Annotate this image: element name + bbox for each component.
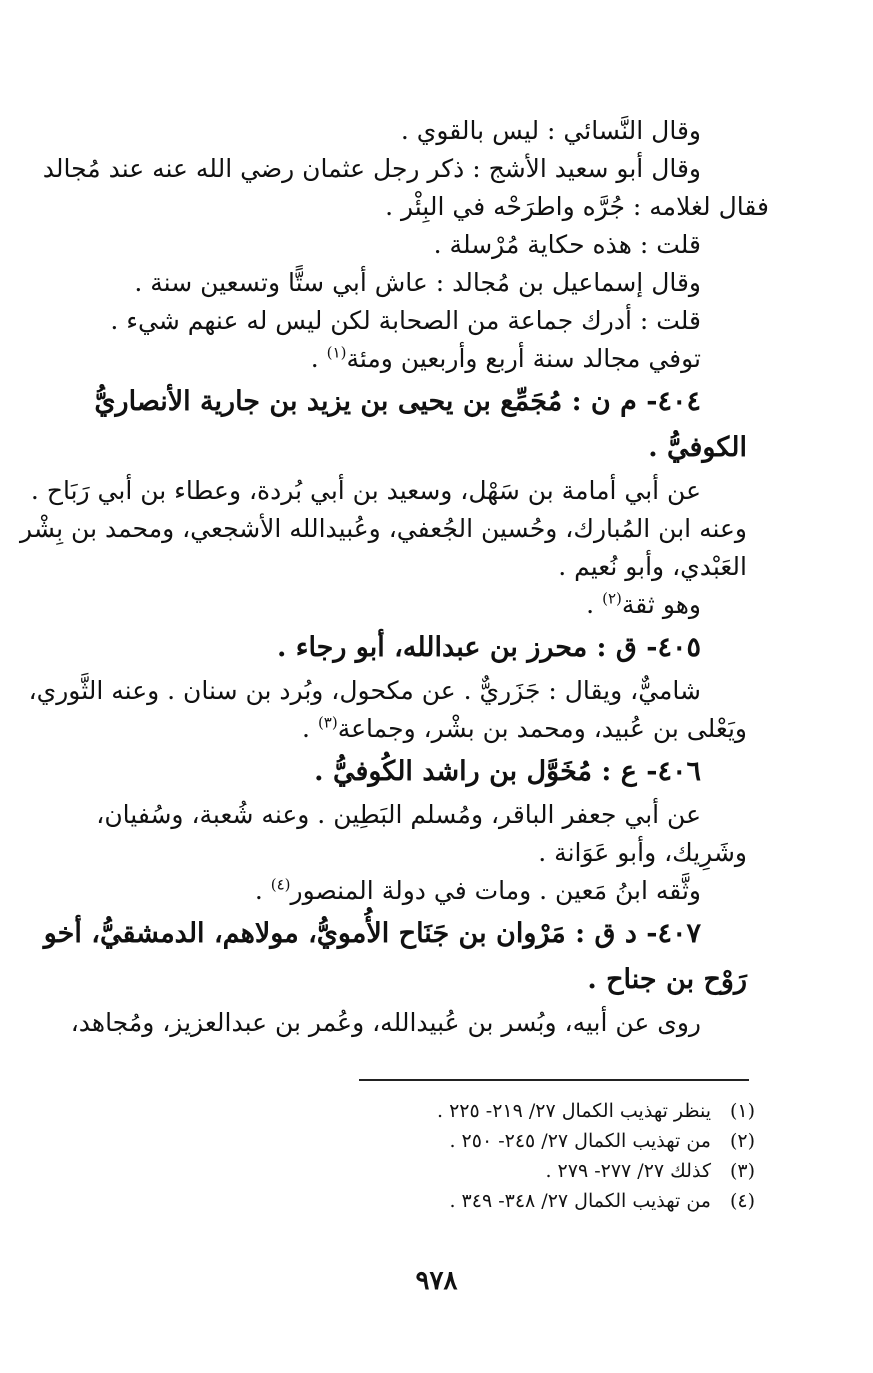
footnote-number: (٤) <box>729 1190 755 1212</box>
line-tail: . <box>254 876 271 905</box>
entry-heading <box>40 912 747 956</box>
line-text: وقال إسماعيل بن مُجالد : عاش أبي ستًّا وتسعين سنة . <box>134 268 701 297</box>
footnotes <box>235 1096 755 1216</box>
entry-heading <box>40 626 747 670</box>
text-line <box>40 112 747 150</box>
line-text: ويَعْلى بن عُبيد، ومحمد بن بشْر، وجماعة <box>337 714 747 743</box>
line-text: فقال لغلامه : جُرَّه واطرَحْه في البِئْر . <box>385 192 769 221</box>
line-tail: . <box>302 714 318 743</box>
entry-heading <box>40 380 747 424</box>
entry-heading <box>40 426 747 470</box>
line-text: وهو ثقة <box>621 590 701 619</box>
line-text: عن أبي جعفر الباقر، ومُسلم البَطِين . وعنه شُعبة، وسُفيان، <box>96 800 701 829</box>
footnote-divider <box>359 1079 749 1081</box>
line-text: ٤٠٦- ع : مُخَوَّل بن راشد الكُوفيُّ . <box>314 756 701 787</box>
line-text: وشَرِيك، وأبو عَوَانة . <box>538 838 747 867</box>
line-text: ٤٠٤- م ن : مُجَمِّع بن يحيى بن يزيد بن جارية الأنصاريُّ <box>94 386 701 417</box>
footnote-ref: (٣) <box>317 713 338 732</box>
line-text: قلت : هذه حكاية مُرْسلة . <box>433 230 701 259</box>
line-text: عن أبي أمامة بن سَهْل، وسعيد بن أبي بُردة، وعطاء بن أبي رَبَاح . <box>30 476 701 505</box>
footnote-text: كذلك ٢٧/ ٢٧٧- ٢٧٩ . <box>545 1160 711 1182</box>
entry-heading <box>40 750 747 794</box>
footnote-text: ينظر تهذيب الكمال ٢٧/ ٢١٩- ٢٢٥ . <box>437 1100 711 1122</box>
line-text: شاميٌّ، ويقال : جَزَريٌّ . عن مكحول، وبُرد بن سنان . وعنه الثَّوري، <box>28 676 701 705</box>
footnote-item <box>235 1126 755 1156</box>
line-text: ٤٠٧- د ق : مَرْوان بن جَنَاح الأُمويُّ، مولاهم، الدمشقيُّ، أخو <box>43 918 701 949</box>
text-line <box>40 586 747 624</box>
text-line <box>40 834 747 872</box>
line-text: الكوفيُّ . <box>648 432 747 463</box>
footnote-ref: (٤) <box>270 875 291 894</box>
text-line <box>40 872 747 910</box>
text-line <box>40 710 747 748</box>
footnote-number: (٣) <box>729 1160 755 1182</box>
text-line <box>20 510 747 548</box>
footnote-ref: (٢) <box>602 589 622 608</box>
footnote-ref: (١) <box>326 343 347 362</box>
footnote-number: (١) <box>729 1100 755 1122</box>
text-line <box>40 150 747 188</box>
line-text: وثَّقه ابنُ مَعين . ومات في دولة المنصور <box>290 876 701 905</box>
footnote-item <box>235 1096 755 1126</box>
line-text: العَبْدي، وأبو نُعيم . <box>558 552 747 581</box>
text-line <box>40 548 747 586</box>
main-text <box>20 112 769 1042</box>
text-line <box>30 472 747 510</box>
footnote-text: من تهذيب الكمال ٢٧/ ٢٤٥- ٢٥٠ . <box>449 1130 711 1152</box>
line-text: وقال النَّسائي : ليس بالقوي . <box>400 116 701 145</box>
line-text: توفي مجالد سنة أربع وأربعين ومئة <box>346 344 701 373</box>
footnote-text: من تهذيب الكمال ٢٧/ ٣٤٨- ٣٤٩ . <box>449 1190 711 1212</box>
line-text: وقال أبو سعيد الأشج : ذكر رجل عثمان رضي الله عنه عند مُجالد <box>42 154 701 183</box>
text-line <box>40 340 747 378</box>
entry-heading <box>40 958 747 1002</box>
line-text: قلت : أدرك جماعة من الصحابة لكن ليس له عنهم شيء . <box>110 306 701 335</box>
line-text: رَوْح بن جناح . <box>587 964 747 995</box>
line-text: وعنه ابن المُبارك، وحُسين الجُعفي، وعُبيدالله الأشجعي، ومحمد بن بِشْر <box>20 514 747 543</box>
line-tail: . <box>310 344 327 373</box>
line-text: روى عن أبيه، وبُسر بن عُبيدالله، وعُمر بن عبدالعزيز، ومُجاهد، <box>70 1008 701 1037</box>
footnote-item <box>235 1156 755 1186</box>
footnote-item <box>235 1186 755 1216</box>
text-line <box>40 796 747 834</box>
text-line <box>40 1004 747 1042</box>
text-line <box>40 188 769 226</box>
text-line <box>40 302 747 340</box>
line-text: ٤٠٥- ق : محرز بن عبدالله، أبو رجاء . <box>276 632 701 663</box>
line-tail: . <box>586 590 603 619</box>
text-line <box>40 226 747 264</box>
text-line <box>40 264 747 302</box>
page-number: ٩٧٨ <box>415 1266 458 1296</box>
text-line <box>28 672 747 710</box>
footnote-number: (٢) <box>729 1130 755 1152</box>
